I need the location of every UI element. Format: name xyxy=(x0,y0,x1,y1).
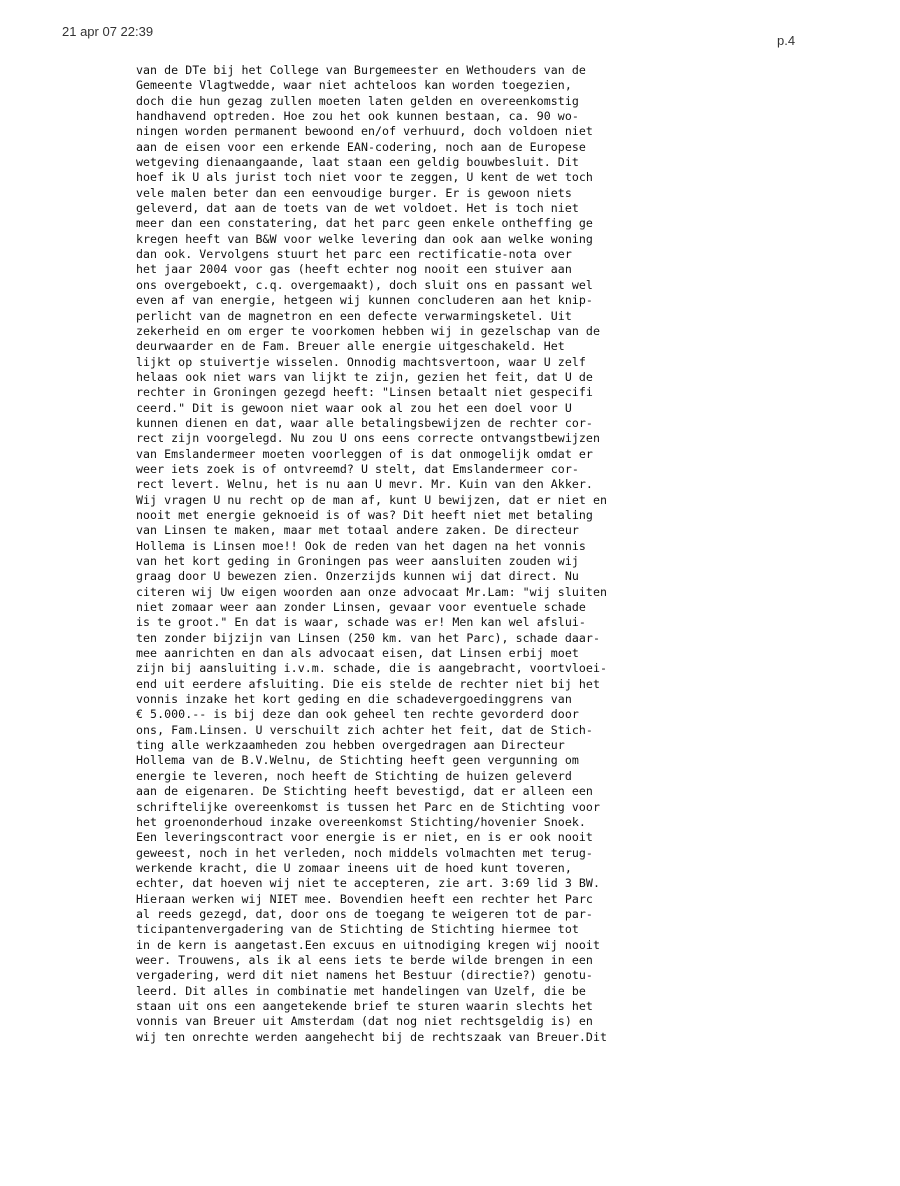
letter-line: van de DTe bij het College van Burgemeester en Wethouders van de xyxy=(136,63,586,77)
letter-line: doch die hun gezag zullen moeten laten gelden en overeenkomstig xyxy=(136,93,579,108)
letter-line: rect levert. Welnu, het is nu aan U mevr. Mr. Kuin van den Akker. xyxy=(136,477,593,492)
letter-line: lijkt op stuivertje wisselen. Onnodig machtsvertoon, waar U zelf xyxy=(136,354,586,369)
letter-line: rect zijn voorgelegd. Nu zou U ons eens correcte ontvangstbewijzen xyxy=(136,431,600,446)
letter-line: van Emslandermeer moeten voorleggen of is dat onmogelijk omdat er xyxy=(136,446,593,461)
letter-line: weer iets zoek is of ontvreemd? U stelt, dat Emslandermeer cor- xyxy=(136,461,579,476)
letter-line: ceerd." Dit is gewoon niet waar ook al zou het een doel voor U xyxy=(136,400,572,415)
letter-line: staan uit ons een aangetekende brief te sturen waarin slechts het xyxy=(136,998,593,1013)
letter-line: echter, dat hoeven wij niet te accepteren, zie art. 3:69 lid 3 BW. xyxy=(136,876,600,891)
letter-line: Wij vragen U nu recht op de man af, kunt U bewijzen, dat er niet en xyxy=(136,492,608,507)
letter-line: deurwaarder en de Fam. Breuer alle energie uitgeschakeld. Het xyxy=(136,339,565,354)
letter-line: kregen heeft van B&W voor welke levering dan ook aan welke woning xyxy=(136,231,593,246)
letter-line: leerd. Dit alles in combinatie met handelingen van Uzelf, die be xyxy=(136,983,586,998)
letter-line: mee aanrichten en dan als advocaat eisen, dat Linsen erbij moet xyxy=(136,646,579,661)
letter-line: aan de eigenaren. De Stichting heeft bevestigd, dat er alleen een xyxy=(136,784,593,799)
letter-line: zekerheid en om erger te voorkomen hebben wij in gezelschap van de xyxy=(136,323,600,338)
letter-line: geleverd, dat aan de toets van de wet voldoet. Het is toch niet xyxy=(136,201,579,216)
letter-line: rechter in Groningen gezegd heeft: "Linsen betaalt niet gespecifi xyxy=(136,385,593,400)
letter-line: Hieraan werken wij NIET mee. Bovendien heeft een rechter het Parc xyxy=(136,891,593,906)
fax-header-date: 21 apr 07 22:39 xyxy=(62,24,154,39)
letter-line: wetgeving dienaangaande, laat staan een geldig bouwbesluit. Dit xyxy=(136,155,579,170)
letter-line: meer dan een constatering, dat het parc geen enkele ontheffing ge xyxy=(136,216,593,231)
letter-line: geweest, noch in het verleden, noch middels volmachten met terug- xyxy=(136,845,593,860)
letter-line: vele malen beter dan een eenvoudige burger. Er is gewoon niets xyxy=(136,185,572,200)
letter-body xyxy=(136,63,776,1045)
letter-line: ten zonder bijzijn van Linsen (250 km. van het Parc), schade daar- xyxy=(136,630,600,645)
letter-line: is te groot." En dat is waar, schade was er! Men kan wel afslui- xyxy=(136,615,586,630)
letter-line: wij ten onrechte werden aangehecht bij de rechtszaak van Breuer.Dit xyxy=(136,1029,608,1044)
letter-line: in de kern is aangetast.Een excuus en uitnodiging kregen wij nooit xyxy=(136,937,600,952)
letter-line: Gemeente Vlagtwedde, waar niet achteloos kan worden toegezien, xyxy=(136,78,572,93)
letter-line: citeren wij Uw eigen woorden aan onze advocaat Mr.Lam: "wij sluiten xyxy=(136,584,608,599)
letter-line: ons overgeboekt, c.q. overgemaakt), doch sluit ons en passant wel xyxy=(136,277,593,292)
letter-line: dan ook. Vervolgens stuurt het parc een rectificatie-nota over xyxy=(136,247,572,262)
letter-line: ting alle werkzaamheden zou hebben overgedragen aan Directeur xyxy=(136,738,565,753)
letter-line: helaas ook niet wars van lijkt te zijn, gezien het feit, dat U de xyxy=(136,369,593,384)
letter-line: niet zomaar weer aan zonder Linsen, gevaar voor eventuele schade xyxy=(136,600,586,615)
letter-line: handhavend optreden. Hoe zou het ook kunnen bestaan, ca. 90 wo- xyxy=(136,109,579,124)
letter-line: Hollema is Linsen moe!! Ook de reden van het dagen na het vonnis xyxy=(136,538,586,553)
letter-line: even af van energie, hetgeen wij kunnen concluderen aan het knip- xyxy=(136,293,593,308)
letter-line: vergadering, werd dit niet namens het Bestuur (directie?) genotu- xyxy=(136,968,593,983)
letter-line: perlicht van de magnetron en een defecte verwarmingsketel. Uit xyxy=(136,308,572,323)
letter-line: ticipantenvergadering van de Stichting de Stichting hiermee tot xyxy=(136,922,579,937)
letter-line: hoef ik U als jurist toch niet voor te zeggen, U kent de wet toch xyxy=(136,170,593,185)
letter-line: weer. Trouwens, als ik al eens iets te berde wilde brengen in een xyxy=(136,952,593,967)
letter-line: het jaar 2004 voor gas (heeft echter nog nooit een stuiver aan xyxy=(136,262,572,277)
letter-line: zijn bij aansluiting i.v.m. schade, die is aangebracht, voortvloei- xyxy=(136,661,608,676)
letter-line: Hollema van de B.V.Welnu, de Stichting heeft geen vergunning om xyxy=(136,753,579,768)
letter-line: nooit met energie geknoeid is of was? Dit heeft niet met betaling xyxy=(136,507,593,522)
letter-line: werkende kracht, die U zomaar ineens uit de hoed kunt toveren, xyxy=(136,860,572,875)
letter-line: vonnis inzake het kort geding en die schadevergoedinggrens van xyxy=(136,692,572,707)
letter-line: van Linsen te maken, maar met totaal andere zaken. De directeur xyxy=(136,523,579,538)
letter-line: Een leveringscontract voor energie is er niet, en is er ook nooit xyxy=(136,830,593,845)
letter-line: schriftelijke overeenkomst is tussen het Parc en de Stichting voor xyxy=(136,799,600,814)
letter-line: kunnen dienen en dat, waar alle betalingsbewijzen de rechter cor- xyxy=(136,415,593,430)
letter-line: van het kort geding in Groningen pas weer aansluiten zouden wij xyxy=(136,554,579,568)
letter-line: vonnis van Breuer uit Amsterdam (dat nog niet rechtsgeldig is) en xyxy=(136,1014,593,1029)
letter-line: graag door U bewezen zien. Onzerzijds kunnen wij dat direct. Nu xyxy=(136,569,579,584)
letter-line: het groenonderhoud inzake overeenkomst Stichting/hovenier Snoek. xyxy=(136,814,586,829)
letter-line: ons, Fam.Linsen. U verschuilt zich achter het feit, dat de Stich- xyxy=(136,722,593,737)
letter-line: end uit eerdere afsluiting. Die eis stelde de rechter niet bij het xyxy=(136,676,600,691)
letter-line: energie te leveren, noch heeft de Stichting de huizen geleverd xyxy=(136,768,572,783)
page-number: p.4 xyxy=(777,33,796,48)
letter-line: € 5.000.-- is bij deze dan ook geheel ten rechte gevorderd door xyxy=(136,707,579,722)
letter-line: al reeds gezegd, dat, door ons de toegang te weigeren tot de par- xyxy=(136,906,593,921)
letter-line: aan de eisen voor een erkende EAN-codering, noch aan de Europese xyxy=(136,139,586,154)
letter-line: ningen worden permanent bewoond en/of verhuurd, doch voldoen niet xyxy=(136,124,593,139)
